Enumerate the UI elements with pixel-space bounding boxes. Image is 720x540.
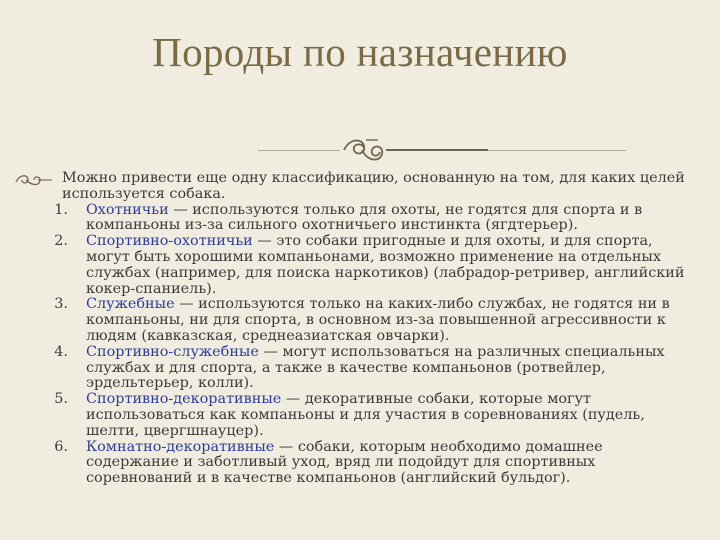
list-item (10, 297, 690, 344)
list-item (10, 234, 690, 297)
breed-group-description: — могут использоваться на различных специальных службах и для спорта, а также в качестве компаньонов (ротвейлер, эрдельтерьер, колли). (86, 343, 665, 392)
breed-group-description: — декоративные собаки, которые могут использоваться как компаньоны и для участия в соревнованиях (пудель, шелти, цвергшнауцер). (86, 391, 645, 439)
intro-paragraph (10, 171, 690, 203)
list-item-number: 2. (54, 233, 68, 250)
list-item-number: 6. (54, 438, 68, 455)
list-item-number: 1. (54, 201, 68, 218)
breed-group-description: — это собаки пригодные и для охоты, и для спорта, могут быть хорошими компаньонами, возможно применение на отдельных службах (например, для поиска наркотиков) (лабрадор-ретривер, английский кокер-спаниель). (86, 233, 685, 297)
list-item-number: 5. (54, 391, 68, 408)
slide-title: Породы по назначению (152, 29, 568, 75)
breed-group-term: Охотничьи (86, 201, 169, 218)
slide-content (10, 171, 690, 487)
breed-group-term: Спортивно-охотничьи (86, 233, 253, 250)
breed-group-description: — используются только на каких-либо службах, не годятся ни в компаньоны, ни для спорта, в основном из-за повышенной агрессивности к людям (кавказская, среднеазиатская овчарки). (86, 296, 670, 344)
list-item-number: 4. (54, 343, 68, 360)
list-item (10, 392, 690, 439)
list-item (10, 345, 690, 392)
list-item (10, 203, 690, 235)
breed-group-term: Служебные (86, 296, 175, 313)
breed-group-term: Комнатно-декоративные (86, 438, 275, 455)
flourish-bullet-icon (14, 174, 54, 186)
breed-group-description: — собаки, которым необходимо домашнее содержание и заботливый уход, вряд ли подойдут для спортивных соревнований и в качестве компаньонов (английский бульдог). (86, 438, 603, 487)
breed-group-term: Спортивно-служебные (86, 343, 259, 360)
title-divider-accent (380, 149, 488, 151)
breed-group-term: Спортивно-декоративные (86, 391, 282, 408)
breed-list (10, 203, 690, 487)
list-item (10, 440, 690, 487)
scroll-ornament-icon (340, 134, 386, 166)
breed-group-description: — используются только для охоты, не годятся для спорта и в компаньоны из-за сильного охотничьего инстинкта (ягдтерьер). (86, 201, 643, 234)
intro-text: Можно привести еще одну классификацию, основанную на том, для каких целей используется собака. (62, 170, 685, 202)
list-item-number: 3. (54, 296, 68, 313)
